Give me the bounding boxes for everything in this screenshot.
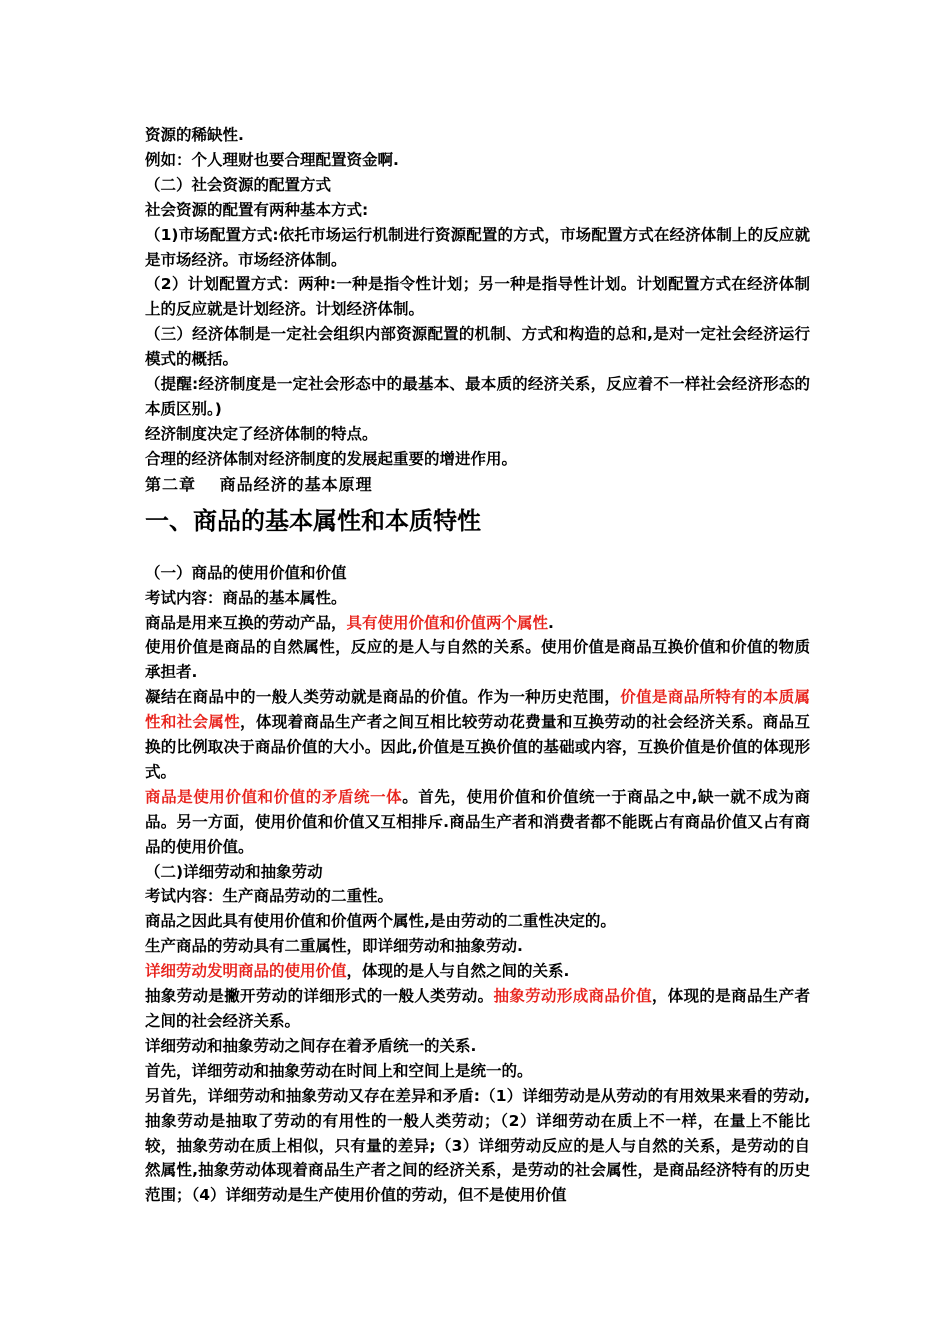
text-line: 资源的稀缺性. [145,126,244,144]
text-run: 抽象劳动是撇开劳动的详细形式的一般人类劳动。 [145,987,494,1006]
section-title: 一、商品的基本属性和本质特性 [145,506,481,535]
paragraph: （提醒:经济制度是一定社会形态中的最基本、最本质的经济关系，反应着不一样社会经济形态的本质区别。) [145,375,810,418]
highlight-text: 详细劳动发明商品的使用价值 [145,962,347,981]
paragraph [145,785,810,860]
paragraph: （三）经济体制是一定社会组织内部资源配置的机制、方式和构造的总和,是对一定社会经济运行模式的概括。 [145,325,810,369]
text-run: ，体现着商品生产者之间互相比较劳动花费量和互换劳动的社会经济关系。商品互换的比例取决于商品价值的大小。因此,价值是互换价值的基础或内容，互换价值是价值的体现形式。 [145,713,810,781]
highlight-text: 价值是商品所特有的本质属性和社会属性 [145,688,810,732]
text-line: 合理的经济体制对经济制度的发展起重要的增进作用。 [145,449,518,468]
subsection-heading: （二）社会资源的配置方式 [145,175,332,194]
text-run: . [548,613,554,632]
paragraph: 另首先，详细劳动和抽象劳动又存在差异和矛盾:（1）详细劳动是从劳动的有用效果来看的劳动,抽象劳动是抽取了劳动的有用性的一般人类劳动；（2）详细劳动在质上不一样，在量上不能比较，抽象劳动在质上相似，只有量的差异;（3）详细劳动反应的是人与自然的关系，是劳动的自然属性,抽象劳动体现着商品生产者之间的经济关系，是劳动的社会属性，是商品经济特有的历史范围；（4）详细劳动是生产使用价值的劳动，但不是使用价值 [145,1086,810,1205]
text-run: 凝结在商品中的一般人类劳动就是商品的价值。作为一种历史范围， [145,688,621,707]
text-run: 商品是用来互换的劳动产品， [145,613,347,632]
paragraph [145,959,810,984]
paragraph [145,611,810,636]
exam-note: 考试内容：商品的基本属性。 [145,588,347,607]
chapter-title: 第二章 商品经济的基本原理 [145,474,373,494]
subsection-heading: （一）商品的使用价值和价值 [145,563,347,582]
text-line: 经济制度决定了经济体制的特点。 [145,424,378,443]
paragraph: 首先，详细劳动和抽象劳动在时间上和空间上是统一的。 [145,1061,533,1080]
paragraph: 生产商品的劳动具有二重属性，即详细劳动和抽象劳动. [145,937,523,956]
exam-note: 考试内容：生产商品劳动的二重性。 [145,887,394,906]
highlight-text: 抽象劳动形成商品价值 [493,987,652,1006]
text-run: 。首先，使用价值和价值统一于商品之中,缺一就不成为商品。另一方面，使用价值和价值又互相排斥.商品生产者和消费者都不能既占有商品价值又占有商品的使用价值。 [145,787,810,856]
subsection-heading: （二)详细劳动和抽象劳动 [145,862,323,881]
spacer [145,539,810,561]
document-page [145,123,810,1208]
highlight-text: 具有使用价值和价值两个属性 [346,613,549,632]
paragraph [145,984,810,1034]
text-run: ，体现的是人与自然之间的关系. [346,962,570,981]
paragraph: 商品之因此具有使用价值和价值两个属性,是由劳动的二重性决定的。 [145,912,616,931]
text-line: 社会资源的配置有两种基本方式: [145,200,369,219]
highlight-text: 商品是使用价值和价值的矛盾统一体 [145,787,403,806]
text-run: ，体现的是商品生产者之间的社会经济关系。 [145,987,810,1030]
paragraph: 详细劳动和抽象劳动之间存在着矛盾统一的关系. [145,1036,477,1055]
paragraph: （2）计划配置方式：两种:一种是指令性计划；另一种是指导性计划。计划配置方式在经济体制上的反应就是计划经济。计划经济体制。 [145,275,810,319]
paragraph: （1)市场配置方式:依托市场运行机制进行资源配置的方式，市场配置方式在经济体制上的反应就是市场经济。市场经济体制。 [145,225,810,269]
paragraph [145,685,810,785]
paragraph: 使用价值是商品的自然属性，反应的是人与自然的关系。使用价值是商品互换价值和价值的物质承担者. [145,638,810,682]
text-line: 例如：个人理财也要合理配置资金啊. [145,150,399,169]
